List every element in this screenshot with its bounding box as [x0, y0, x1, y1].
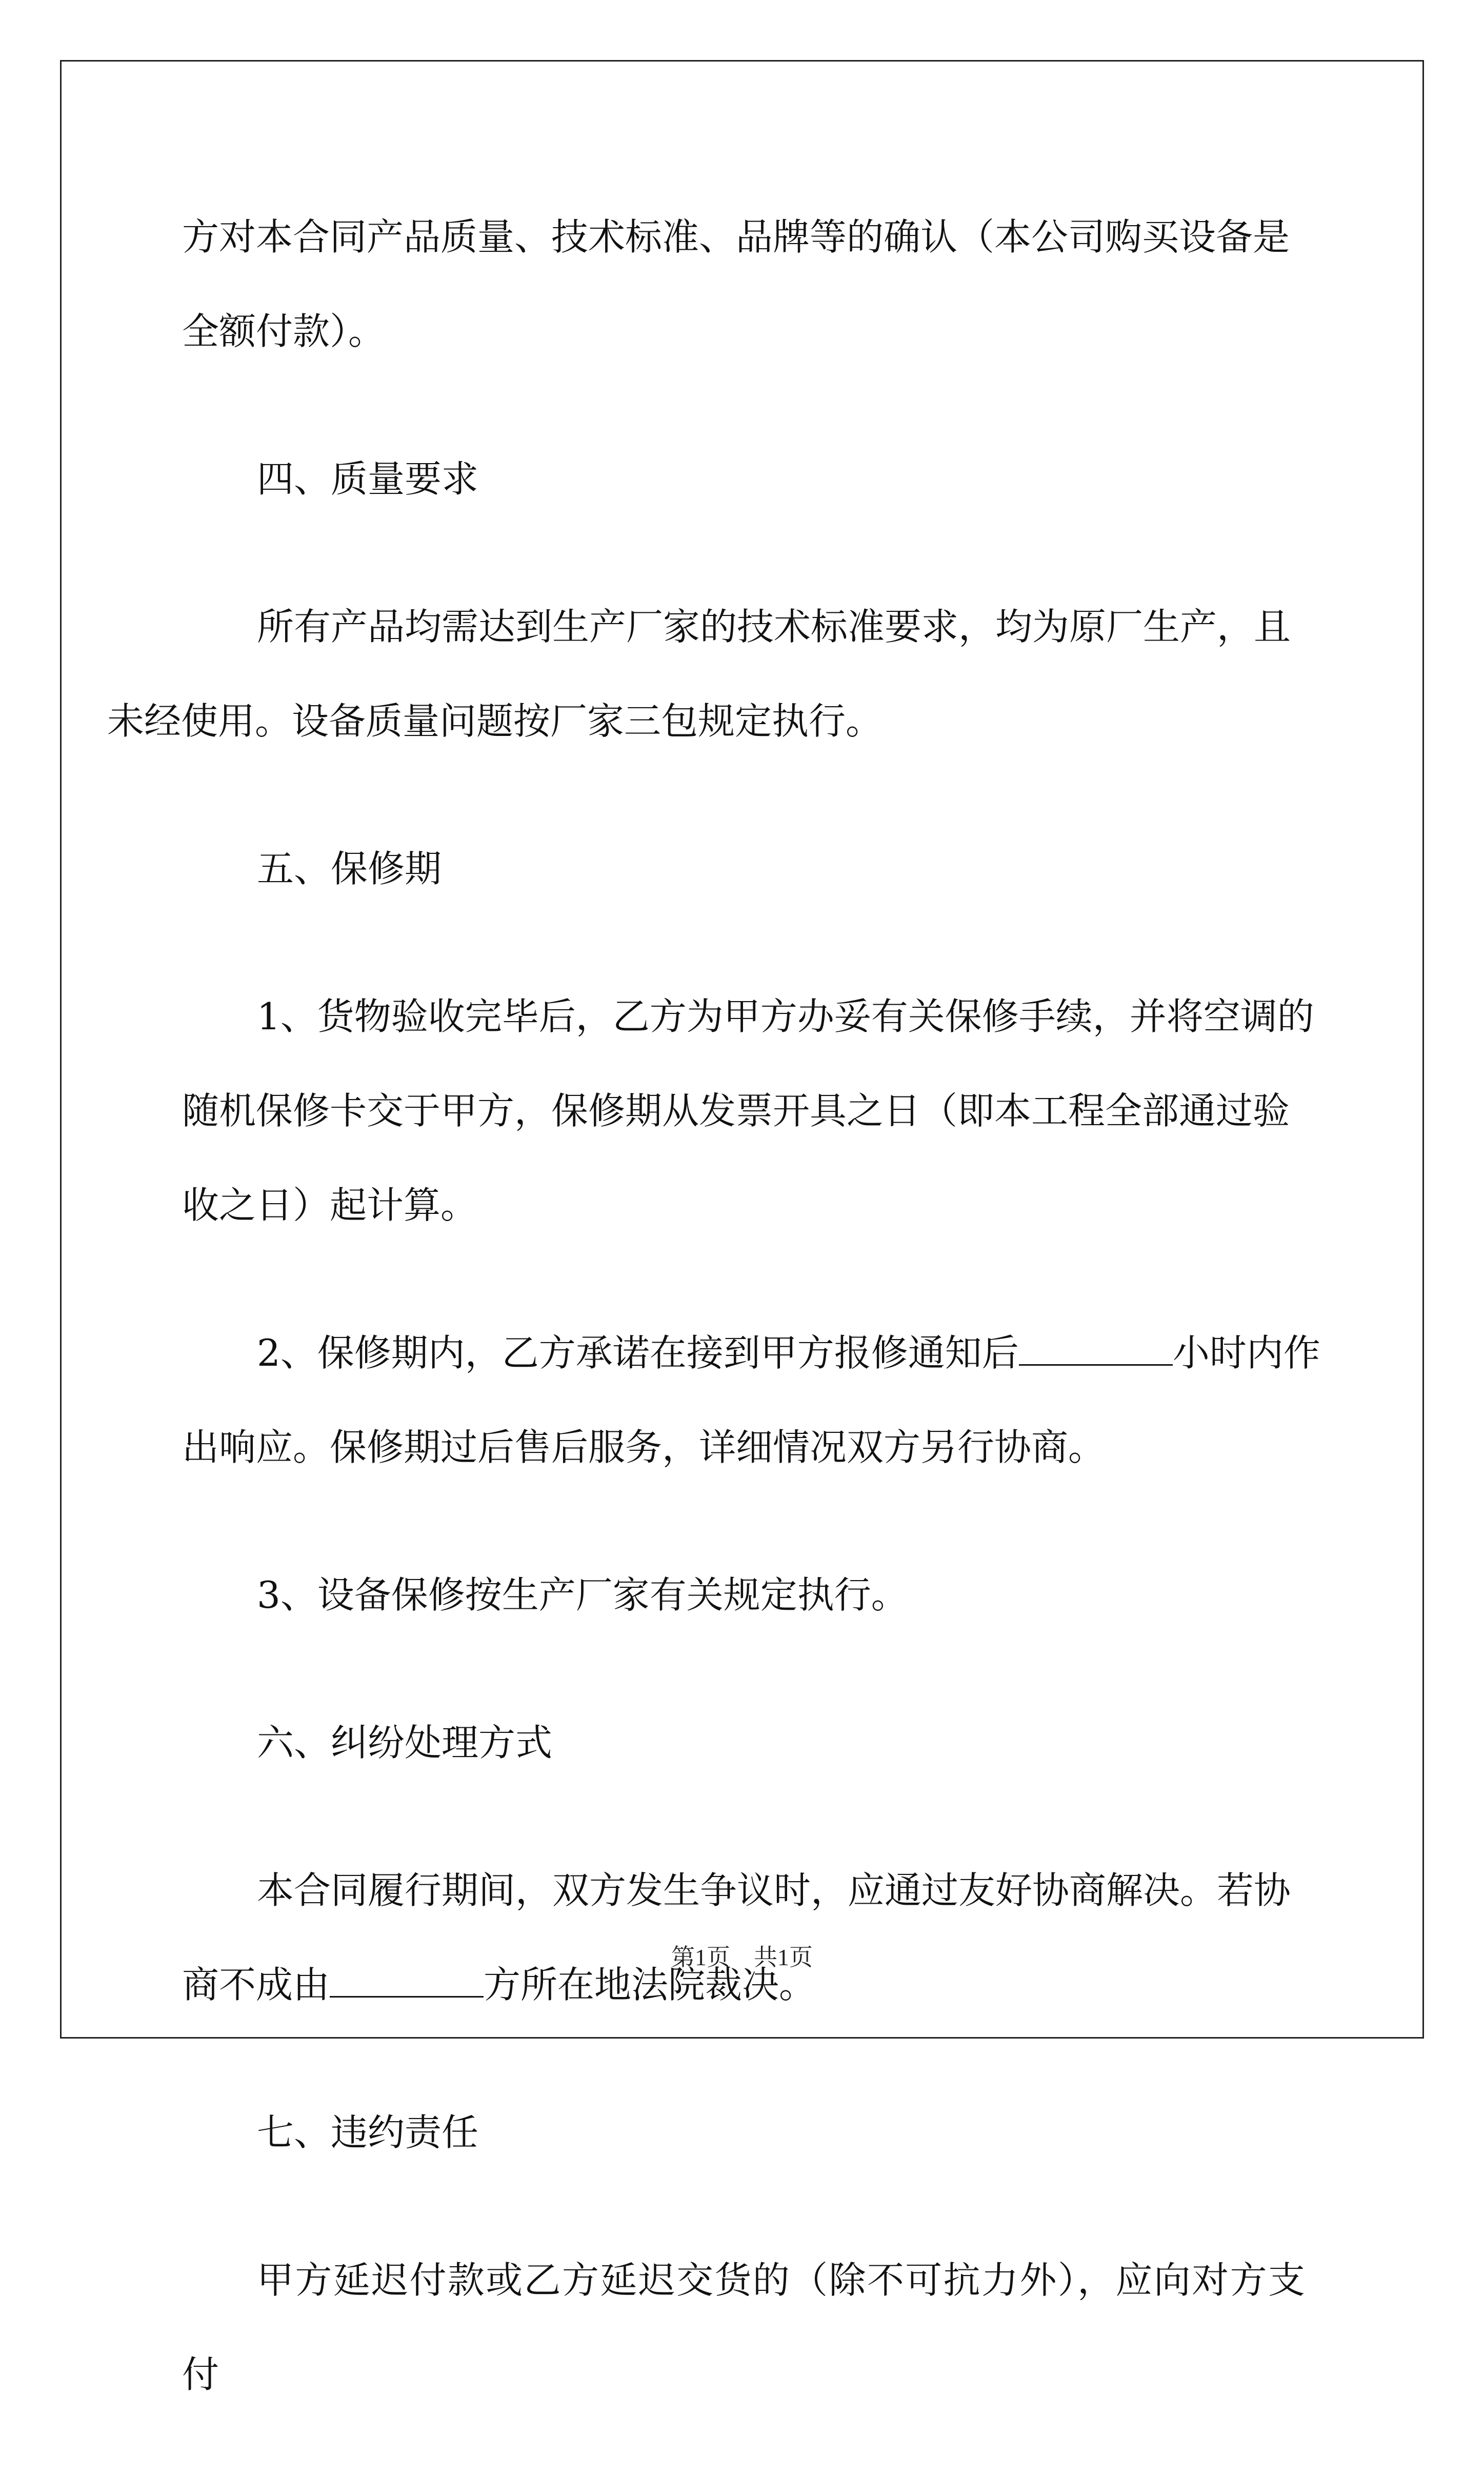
text-line: 甲方延迟付款或乙方延迟交货的（除不可抗力外），应向对方支付	[182, 2259, 1305, 2396]
section-heading-dispute	[182, 1695, 1305, 1790]
paragraph-continuation	[182, 190, 1305, 378]
text-line: 3、设备保修按生产厂家有关规定执行。	[257, 1573, 908, 1616]
text-line: 出响应。保修期过后售后服务，详细情况双方另行协商。	[182, 1426, 1106, 1469]
document-body	[107, 190, 1320, 2475]
text-line: 本合同履行期间，双方发生争议时，应通过友好协商解决。若协	[257, 1869, 1291, 1912]
text-line: 所有产品均需达到生产厂家的技术标准要求，均为原厂生产，且	[257, 605, 1291, 648]
fill-in-blank[interactable]	[1019, 1331, 1173, 1366]
section-heading-quality	[182, 432, 1305, 526]
section-heading-liability	[182, 2085, 1305, 2180]
text-line: 1、货物验收完毕后，乙方为甲方办妥有关保修手续，并将空调的	[257, 995, 1314, 1038]
text-segment: 小时内作	[1172, 1331, 1320, 1374]
heading-text: 五、保修期	[257, 847, 442, 890]
text-line: 未经使用。设备质量问题按厂家三包规定执行。	[107, 700, 883, 743]
paragraph-warranty-2	[182, 1306, 1320, 1494]
heading-text: 四、质量要求	[257, 457, 479, 501]
section-heading-warranty	[182, 822, 1305, 916]
page-footer: 第1页 共1页	[671, 1944, 813, 1970]
text-segment: 方所在地法院裁决。	[484, 1963, 816, 2006]
text-line	[182, 1306, 1320, 1400]
text-line: 收之日）起计算。	[182, 1184, 478, 1227]
paragraph-dispute	[182, 1843, 1305, 2032]
text-line: 方对本合同产品质量、技术标准、品牌等的确认（本公司购买设备是	[182, 215, 1290, 258]
heading-text: 七、违约责任	[257, 2111, 479, 2154]
paragraph-warranty-1	[182, 969, 1314, 1252]
text-line: 随机保修卡交于甲方，保修期从发票开具之日（即本工程全部通过验	[182, 1089, 1290, 1132]
paragraph-quality	[107, 580, 1305, 768]
paragraph-warranty-3	[182, 1548, 1305, 1642]
heading-text: 六、纠纷处理方式	[257, 1721, 553, 1764]
text-line: 全额付款）。	[182, 310, 386, 353]
text-segment: 商不成由	[182, 1963, 330, 2006]
text-segment: 2、保修期内，乙方承诺在接到甲方报修通知后	[257, 1331, 1019, 1374]
paragraph-liability	[182, 2233, 1305, 2422]
